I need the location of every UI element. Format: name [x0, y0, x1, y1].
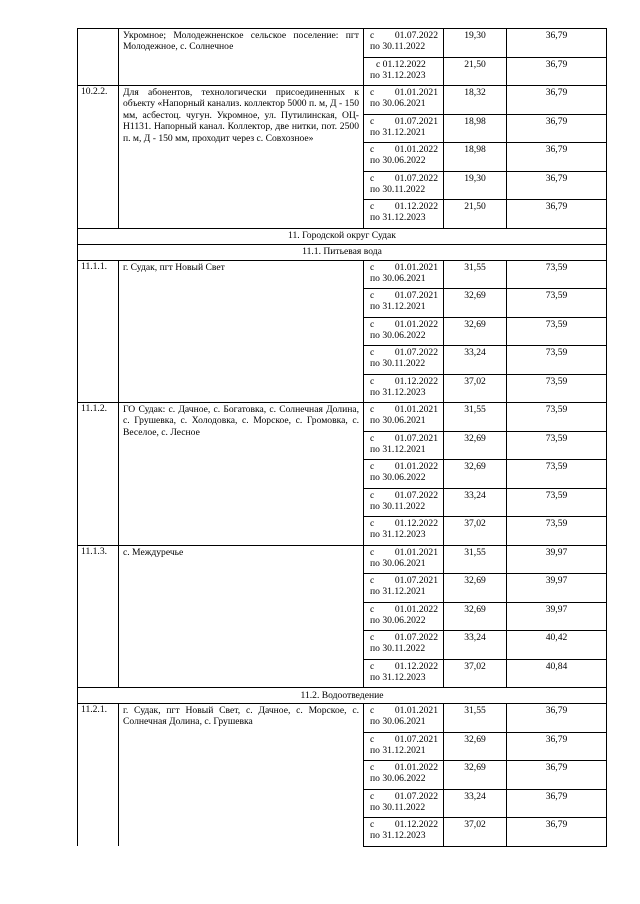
- tariff-value-1: 37,02: [444, 659, 507, 688]
- period-from: 01.01.2022: [394, 144, 438, 155]
- item-description: г. Судак, пгт Новый Свет: [119, 260, 364, 403]
- tariff-value-2: 73,59: [507, 289, 607, 318]
- period-from: 01.01.2021: [394, 261, 438, 273]
- period-to: по 31.12.2023: [370, 830, 426, 842]
- period-from: 01.07.2021: [394, 432, 438, 444]
- period-cell: [364, 143, 444, 172]
- period-to: по 31.12.2023: [370, 212, 426, 224]
- period-to: по 31.12.2023: [370, 671, 426, 683]
- item-code: 11.1.1.: [78, 260, 119, 403]
- period-from-line: [370, 404, 440, 415]
- period-prefix: с: [370, 115, 375, 127]
- period-from-line: [370, 762, 440, 773]
- period-cell: [364, 403, 444, 432]
- period-from-line: [370, 319, 440, 330]
- period-cell: [364, 57, 444, 86]
- period-from-line: [370, 376, 440, 387]
- period-from: 01.12.2022: [394, 819, 438, 830]
- period-prefix: с: [370, 632, 375, 643]
- period-prefix: с: [370, 762, 375, 773]
- period-from: 01.12.2022: [394, 518, 438, 529]
- tariff-value-1: 18,98: [444, 143, 507, 172]
- item-code: 11.1.3.: [78, 545, 119, 688]
- tariff-value-1: 33,24: [444, 789, 507, 818]
- period-from-line: [370, 87, 440, 98]
- tariff-value-2: 40,84: [507, 659, 607, 688]
- item-description: ГО Судак: с. Дачное, с. Богатовка, с. Солнечная Долина, с. Грушевка, с. Холодовка, с. Морское, с. Громовка, с. Веселое, с. Лесное: [119, 403, 364, 546]
- period-cell: [364, 631, 444, 660]
- period-prefix: с: [370, 660, 375, 672]
- tariff-value-1: 33,24: [444, 631, 507, 660]
- tariff-value-1: 31,55: [444, 260, 507, 289]
- period-prefix: с: [370, 261, 375, 273]
- section-header-row: [78, 244, 607, 260]
- period-prefix: с: [370, 30, 375, 41]
- tariff-value-2: 73,59: [507, 346, 607, 375]
- period-from: 01.07.2022: [394, 347, 438, 358]
- period-from-line: [370, 575, 440, 586]
- tariff-value-2: 73,59: [507, 460, 607, 489]
- period-prefix: с: [370, 432, 375, 444]
- period-cell: [364, 171, 444, 200]
- period-cell: [364, 260, 444, 289]
- period-to: по 31.12.2023: [370, 386, 426, 398]
- period-from: 01.01.2022: [394, 461, 438, 472]
- period-prefix: с: [370, 375, 375, 387]
- period-to: по 30.06.2022: [370, 773, 426, 785]
- tariff-value-2: 73,59: [507, 374, 607, 403]
- tariff-value-1: 32,69: [444, 289, 507, 318]
- tariff-table: [77, 28, 607, 847]
- item-code: [78, 29, 119, 86]
- period-to: по 31.12.2021: [370, 586, 426, 598]
- tariff-value-2: 36,79: [507, 200, 607, 229]
- period-from: 01.01.2021: [394, 404, 438, 415]
- period-from: 01.07.2021: [394, 115, 438, 127]
- tariff-row: [78, 545, 607, 574]
- period-prefix: с: [370, 575, 375, 586]
- period-prefix: с: [370, 790, 375, 802]
- tariff-value-1: 32,69: [444, 460, 507, 489]
- period-prefix: с: [370, 819, 375, 830]
- tariff-value-2: 36,79: [507, 143, 607, 172]
- period-to: по 31.12.2023: [370, 529, 426, 541]
- period-from-line: [370, 705, 440, 716]
- period-from-line: [370, 661, 440, 672]
- item-code: 10.2.2.: [78, 86, 119, 229]
- period-from-line: [370, 734, 440, 745]
- period-from-line: [370, 632, 440, 643]
- tariff-value-2: 39,97: [507, 602, 607, 631]
- period-cell: [364, 789, 444, 818]
- tariff-value-1: 32,69: [444, 317, 507, 346]
- tariff-value-1: 37,02: [444, 818, 507, 847]
- period-to: по 30.06.2021: [370, 557, 426, 569]
- period-to: по 31.12.2021: [370, 301, 426, 313]
- tariff-value-1: 32,69: [444, 732, 507, 761]
- period-to: по 30.11.2022: [370, 183, 426, 195]
- period-prefix: с: [370, 172, 375, 184]
- tariff-value-2: 36,79: [507, 818, 607, 847]
- period-cell: [364, 460, 444, 489]
- tariff-value-1: 33,24: [444, 488, 507, 517]
- tariff-row: [78, 260, 607, 289]
- period-to: по 31.12.2021: [370, 744, 426, 756]
- period-to: по 31.12.2021: [370, 443, 426, 455]
- tariff-value-2: 36,79: [507, 114, 607, 143]
- tariff-value-1: 32,69: [444, 761, 507, 790]
- period-from: 01.07.2022: [394, 30, 438, 41]
- tariff-value-2: 40,42: [507, 631, 607, 660]
- period-cell: [364, 346, 444, 375]
- tariff-value-1: 32,69: [444, 602, 507, 631]
- period-to: по 30.06.2022: [370, 329, 426, 341]
- tariff-value-2: 39,97: [507, 545, 607, 574]
- period-from-line: [370, 604, 440, 615]
- period-prefix: с: [370, 87, 375, 98]
- period-to: по 30.11.2022: [370, 643, 426, 655]
- period-prefix: с: [370, 318, 375, 330]
- period-from-line: [370, 290, 440, 301]
- section-header-row: [78, 228, 607, 244]
- tariff-value-1: 19,30: [444, 29, 507, 58]
- period-to: по 30.06.2022: [370, 155, 426, 167]
- period-cell: [364, 431, 444, 460]
- period-cell: [364, 29, 444, 58]
- period-prefix: с: [370, 290, 375, 301]
- period-to: по 31.12.2023: [370, 69, 426, 81]
- period-from: 01.01.2022: [394, 318, 438, 330]
- tariff-value-2: 39,97: [507, 574, 607, 603]
- tariff-value-2: 73,59: [507, 260, 607, 289]
- period-cell: [364, 488, 444, 517]
- tariff-value-1: 33,24: [444, 346, 507, 375]
- period-from: 01.01.2022: [394, 762, 438, 773]
- period-from-line: [370, 819, 440, 830]
- period-prefix: с: [370, 603, 375, 615]
- period-to: по 30.06.2022: [370, 472, 426, 484]
- period-from: 01.07.2022: [394, 172, 438, 184]
- period-from: 01.07.2021: [394, 575, 438, 586]
- tariff-row: [78, 403, 607, 432]
- section-title: 11.2. Водоотведение: [78, 688, 607, 704]
- period-cell: [364, 659, 444, 688]
- period-from-line: [370, 547, 440, 558]
- period-cell: [364, 114, 444, 143]
- item-code: 11.1.2.: [78, 403, 119, 546]
- period-prefix: с: [370, 144, 375, 155]
- period-from-line: [370, 433, 440, 444]
- period-from: 01.01.2021: [394, 705, 438, 716]
- period-cell: [364, 761, 444, 790]
- section-header-row: [78, 688, 607, 704]
- period-prefix: с: [370, 546, 375, 558]
- tariff-value-2: 36,79: [507, 789, 607, 818]
- period-prefix: с: [370, 489, 375, 501]
- tariff-value-2: 36,79: [507, 761, 607, 790]
- period-cell: [364, 574, 444, 603]
- period-to: по 30.06.2021: [370, 415, 426, 427]
- period-cell: [364, 704, 444, 733]
- tariff-value-2: 73,59: [507, 317, 607, 346]
- tariff-value-2: 73,59: [507, 403, 607, 432]
- period-cell: [364, 289, 444, 318]
- period-from: 01.07.2022: [394, 790, 438, 802]
- item-description: Для абонентов, технологически присоединенных к объекту «Напорный канализ. коллектор 5000 п. м, Д - 150 мм, асбестоц. чугун. Укромное, ул. Путилинская, ОЦ-Н1131. Напорный канал. Коллектор, две нитки, пот. 2500 п. м, Д - 150 мм, проходит через с. Совхозное»: [119, 86, 364, 229]
- period-from-line: [370, 347, 440, 358]
- period-to: по 30.11.2022: [370, 500, 426, 512]
- period-cell: [364, 517, 444, 546]
- tariff-row: [78, 86, 607, 115]
- period-from: 01.01.2021: [394, 546, 438, 558]
- item-description: Укромное; Молодежненское сельское поселение: пгт Молодежное, с. Солнечное: [119, 29, 364, 86]
- tariff-value-2: 73,59: [507, 488, 607, 517]
- period-prefix: с: [370, 404, 375, 415]
- period-prefix: с: [370, 201, 375, 212]
- period-prefix: с: [370, 461, 375, 472]
- period-from: 01.07.2022: [394, 632, 438, 643]
- tariff-value-2: 36,79: [507, 57, 607, 86]
- period-from-line: [370, 30, 440, 41]
- period-cell: [364, 732, 444, 761]
- period-prefix: с: [370, 518, 375, 529]
- period-from-line: [370, 116, 440, 127]
- item-description: г. Судак, пгт Новый Свет, с. Дачное, с. Морское, с. Солнечная Долина, с. Грушевка: [119, 704, 364, 847]
- tariff-value-2: 73,59: [507, 517, 607, 546]
- period-from-line: [370, 173, 440, 184]
- period-cell: [364, 818, 444, 847]
- period-from: 01.12.2022: [394, 201, 438, 212]
- tariff-value-1: 32,69: [444, 431, 507, 460]
- section-title: 11. Городской округ Судак: [78, 228, 607, 244]
- tariff-value-2: 36,79: [507, 86, 607, 115]
- period-to: по 30.11.2022: [370, 358, 426, 370]
- tariff-value-1: 21,50: [444, 200, 507, 229]
- tariff-value-1: 18,98: [444, 114, 507, 143]
- tariff-row: [78, 704, 607, 733]
- tariff-value-1: 19,30: [444, 171, 507, 200]
- period-from: 01.12.2022: [394, 375, 438, 387]
- period-from-line: [370, 518, 440, 529]
- period-cell: [364, 317, 444, 346]
- tariff-value-2: 36,79: [507, 29, 607, 58]
- period-from-line: [370, 490, 440, 501]
- section-title: 11.1. Питьевая вода: [78, 244, 607, 260]
- period-from-line: [370, 144, 440, 155]
- period-to: по 30.06.2021: [370, 716, 426, 728]
- period-to: по 30.11.2022: [370, 41, 426, 53]
- period-from: с 01.12.2022: [376, 58, 426, 70]
- period-prefix: с: [370, 347, 375, 358]
- tariff-row: [78, 29, 607, 58]
- period-cell: [364, 86, 444, 115]
- tariff-value-1: 37,02: [444, 374, 507, 403]
- period-from-line: [370, 262, 440, 273]
- tariff-value-1: 21,50: [444, 57, 507, 86]
- period-prefix: с: [370, 733, 375, 745]
- period-from: 01.01.2021: [394, 87, 438, 98]
- period-from-line: [370, 201, 440, 212]
- period-cell: [364, 602, 444, 631]
- period-from: 01.07.2021: [394, 733, 438, 745]
- period-to: по 30.06.2021: [370, 98, 426, 110]
- tariff-value-1: 32,69: [444, 574, 507, 603]
- tariff-value-1: 31,55: [444, 545, 507, 574]
- period-to: по 31.12.2021: [370, 126, 426, 138]
- tariff-value-2: 36,79: [507, 704, 607, 733]
- period-from: 01.07.2021: [394, 290, 438, 301]
- period-from-line: [370, 461, 440, 472]
- period-cell: [364, 545, 444, 574]
- tariff-value-1: 31,55: [444, 403, 507, 432]
- period-from-line: [370, 791, 440, 802]
- tariff-value-1: 31,55: [444, 704, 507, 733]
- tariff-value-2: 36,79: [507, 732, 607, 761]
- tariff-value-2: 36,79: [507, 171, 607, 200]
- period-cell: [364, 200, 444, 229]
- period-from: 01.12.2022: [394, 660, 438, 672]
- period-from: 01.01.2022: [394, 603, 438, 615]
- item-description: с. Междуречье: [119, 545, 364, 688]
- period-cell: [364, 374, 444, 403]
- tariff-value-1: 18,32: [444, 86, 507, 115]
- item-code: 11.2.1.: [78, 704, 119, 847]
- period-to: по 30.06.2021: [370, 272, 426, 284]
- tariff-value-2: 73,59: [507, 431, 607, 460]
- period-to: по 30.06.2022: [370, 614, 426, 626]
- tariff-value-1: 37,02: [444, 517, 507, 546]
- period-from: 01.07.2022: [394, 489, 438, 501]
- period-to: по 30.11.2022: [370, 801, 426, 813]
- tariff-table-body: [78, 29, 607, 847]
- period-prefix: с: [370, 705, 375, 716]
